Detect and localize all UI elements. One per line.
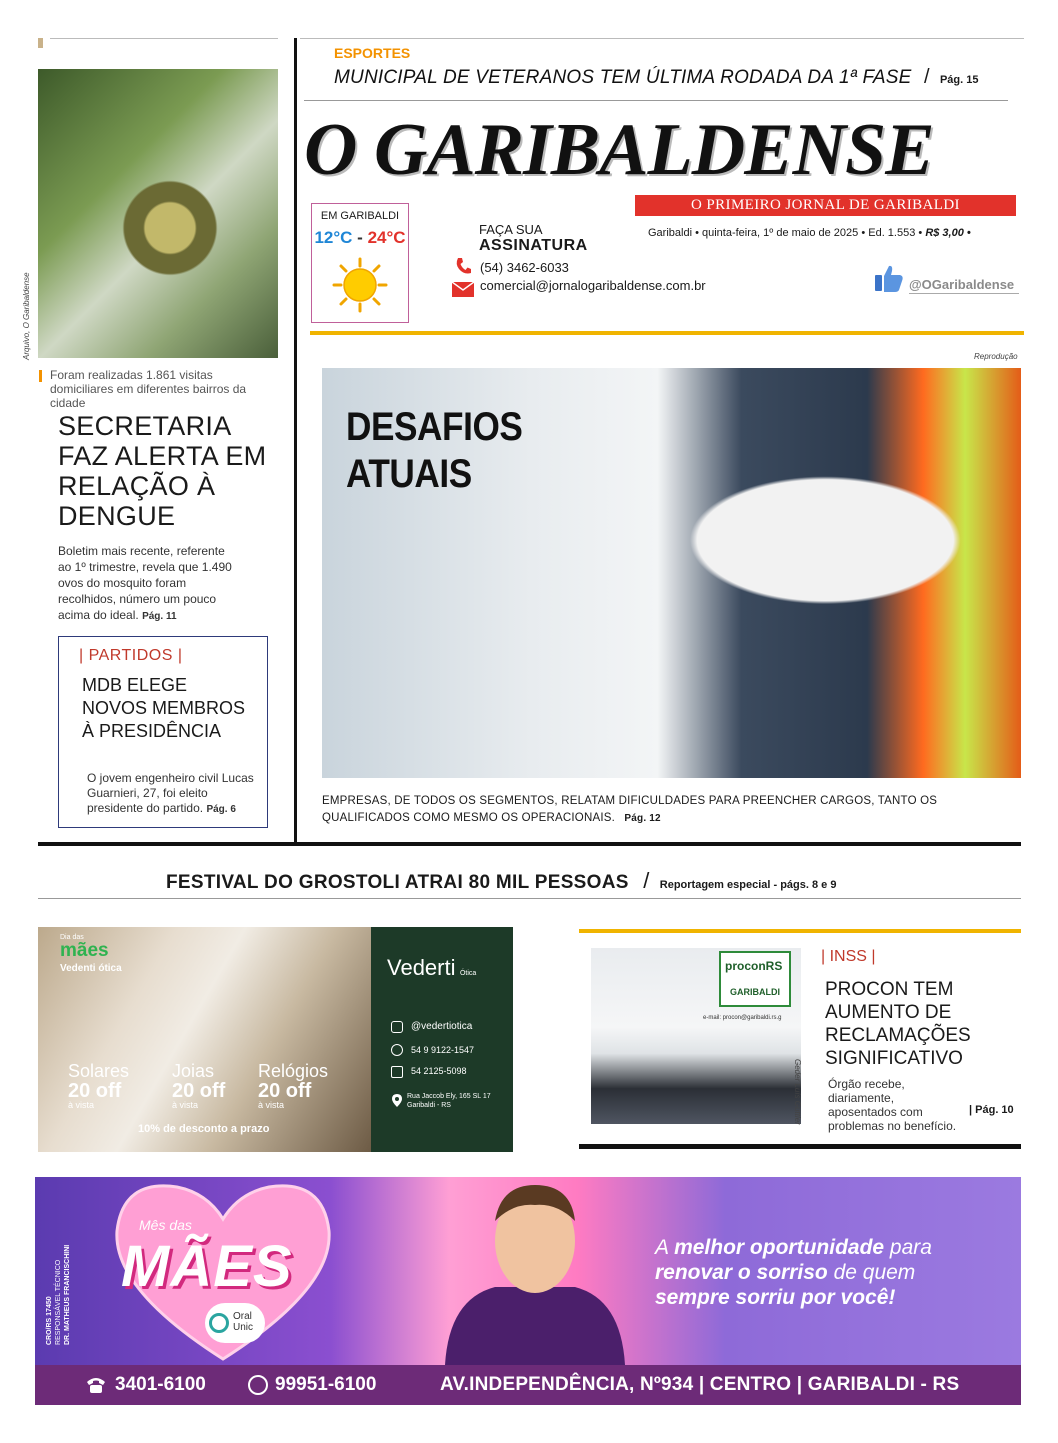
inss-body: Órgão recebe, diariamente, aposentados com problemas no benefício. [828,1077,957,1133]
weather-sep: - [357,228,363,247]
offer-title: Joias [172,1061,215,1081]
sports-headline: MUNICIPAL DE VETERANOS TEM ÚLTIMA RODADA DA 1ª FASE [334,67,912,88]
oral-brand: Oral Unic [233,1311,254,1333]
inss-photo [591,948,801,1124]
offer-note: à vista [258,1100,285,1110]
sports-kicker: ESPORTES [334,45,411,61]
procon-sign [719,951,791,1007]
whatsapp-icon [248,1375,268,1395]
festival-slash: / [643,868,650,893]
partidos-headline: MDB ELEGE NOVOS MEMBROS À PRESIDÊNCIA [82,675,246,741]
partidos-body-text: O jovem engenheiro civil Lucas Guarnieri, 27, foi eleito presidente do partido. [87,771,254,815]
offer-value: 20 off [258,1080,312,1102]
sports-teaser[interactable] [334,66,978,89]
masthead-title: O GARIBALDENSE [304,109,934,191]
sports-slash: / [923,66,930,88]
offer-value: 20 off [172,1080,226,1102]
phone-icon [455,257,471,275]
vederti-brand [387,955,476,981]
inss-headline: PROCON TEM AUMENTO DE RECLAMAÇÕES SIGNIFICATIVO [825,979,971,1069]
dengue-body [58,543,238,625]
sports-rule [304,100,1008,101]
partidos-kicker: | PARTIDOS | [79,647,183,664]
dengue-page: Pág. 11 [142,611,177,622]
offer-value: 20 off [68,1080,122,1102]
masthead-gold-rule [310,331,1024,335]
dengue-photo-credit: Arquivo, O Garibaldense [22,272,31,360]
phone-icon [391,1066,403,1078]
vederti-badge-brand: Vedenti ótica [60,963,122,974]
oral-slogan-line2 [655,1260,932,1285]
dengue-headline: SECRETARIA FAZ ALERTA EM RELAÇÃO À DENGUE [58,411,267,531]
ad-oral-unic[interactable] [35,1177,1021,1365]
inss-page-text: Pág. 10 [975,1104,1014,1116]
social-handle: @OGaribaldense [909,277,1015,292]
oral-credit-1: CRO/RS 17450 [46,1296,53,1345]
main-photo-overlay: DESAFIOS ATUAIS [346,405,523,496]
vederti-address: Rua Jaccob Ely, 165 SL 17 Garibaldi - RS [407,1093,491,1109]
edition-info [648,227,971,239]
offer-note: à vista [68,1100,95,1110]
vederti-badge-small: Dia das [60,934,84,941]
oral-contact-bar[interactable] [35,1365,1021,1405]
social-box[interactable] [873,262,1021,294]
mail-icon [452,282,474,297]
subscription-phone[interactable]: (54) 3462-6033 [480,260,569,275]
festival-sub: Reportagem especial - págs. 8 e 9 [659,879,837,891]
oral-slogan [655,1235,932,1310]
offer-solares [68,1061,129,1110]
festival-teaser[interactable] [166,868,836,894]
oral-phone: 3401-6100 [115,1374,206,1395]
offer-title: Relógios [258,1061,329,1081]
oral-slogan-2b: de quem [833,1261,916,1284]
vederti-badge-big: mães [60,940,109,961]
whatsapp-icon [391,1044,403,1056]
weather-max: 24°C [367,228,406,247]
dengue-body-text: Boletim mais recente, referente ao 1º trimestre, revela que 1.490 ovos do mosquito foram recolhidos, número um pouco acima do ideal. [58,544,232,622]
pin-icon [392,1094,402,1107]
instagram-icon [391,1021,403,1033]
vederti-whatsapp: 54 9 9122-1547 [411,1045,475,1055]
phone-icon [85,1376,107,1394]
oral-slogan-line3: sempre sorriu por você! [655,1286,896,1309]
oral-credit-2: RESPONSÁVEL TÉCNICO [55,1259,62,1345]
oral-dentist-figure [435,1179,635,1365]
inss-gold-rule [579,929,1021,933]
ad-vederti-panel[interactable] [371,927,513,1152]
offer-relogios [258,1061,328,1110]
oral-slogan-1a: A [655,1236,669,1259]
sun-icon [332,257,388,313]
inss-kicker: | INSS | [821,948,876,965]
offer-note: à vista [172,1100,199,1110]
partidos-body [87,771,257,817]
oral-slogan-line1 [655,1235,932,1260]
subscription-line1: FAÇA SUA [479,222,543,237]
offer-joias [172,1061,225,1110]
weather-box [311,203,409,323]
social-rule [909,293,1019,294]
oral-credits [45,1245,72,1345]
main-body-text: EMPRESAS, DE TODOS OS SEGMENTOS, RELATAM DIFICULDADES PARA PREENCHER CARGOS, TANTO OS QUALIFICADOS COMO MESMO OS OPERACIONAIS. [322,795,938,824]
masthead-subtitle: O PRIMEIRO JORNAL DE GARIBALDI [635,195,1016,216]
festival-headline: FESTIVAL DO GROSTOLI ATRAI 80 MIL PESSOAS [166,872,629,893]
top-left-marker [38,38,43,48]
partidos-page: Pág. 6 [206,804,236,815]
dengue-caption: Foram realizadas 1.861 visitas domiciliares em diferentes bairros da cidade [50,368,247,410]
offer-title: Solares [68,1061,130,1081]
edition-text: Garibaldi • quinta-feira, 1º de maio de 2025 • Ed. 1.553 • [648,227,923,239]
oral-badge-main: MÃES [121,1234,293,1299]
top-rule-right [300,38,1024,39]
procon-sign-email: e-mail: procon@garibaldi.rs.g [703,1015,782,1021]
subscription-email[interactable]: comercial@jornalogaribaldense.com.br [480,278,706,293]
procon-sign-brand: proconRS [725,959,783,973]
main-body[interactable] [322,793,1022,827]
inss-page: | Pág. 10 [969,1104,1014,1116]
dengue-caption-bar [39,370,42,382]
oral-slogan-2a: renovar o sorriso [655,1261,828,1284]
oral-badge-top: Mês das [139,1217,192,1233]
vederti-instagram: @vedertiotica [411,1021,473,1032]
oral-logo [205,1303,265,1343]
vederti-installments: 10% de desconto a prazo [138,1123,270,1135]
dengue-photo [38,69,278,358]
sports-page: Pág. 15 [939,74,979,86]
partidos-box[interactable] [58,636,268,828]
top-rule-left [50,38,278,39]
oral-credit-3: DR. MATHEUS FRANCISCHINI [64,1244,71,1345]
like-icon [873,262,905,294]
vederti-brand-name: Vederti [387,955,456,980]
ad-vederti[interactable] [38,927,371,1152]
edition-price: R$ 3,00 • [925,227,971,239]
inss-photo-credit: Geder Luís Guttler [793,1059,802,1125]
column-divider [294,38,297,842]
procon-sign-city: GARIBALDI [730,987,780,997]
subscription-line2: ASSINATURA [479,237,588,254]
main-photo [322,368,1021,778]
festival-rule [38,898,1021,899]
main-photo-credit: Reprodução [974,352,1018,361]
vederti-brand-sub: Ótica [459,970,477,977]
section-rule-thick [38,842,1021,846]
oral-slogan-1b: melhor oportunidade [674,1236,885,1259]
oral-whatsapp: 99951-6100 [275,1374,377,1395]
oral-logo-icon [209,1313,229,1333]
weather-min: 12°C [314,228,353,247]
oral-address: AV.INDEPENDÊNCIA, Nº934 | CENTRO | GARIBALDI - RS [440,1374,960,1395]
oral-slogan-1c: para [889,1236,932,1259]
weather-temps [312,228,408,248]
weather-label: EM GARIBALDI [320,210,400,222]
main-page: Pág. 12 [624,813,661,824]
inss-rule-thick [579,1144,1021,1149]
vederti-phone: 54 2125-5098 [411,1066,467,1076]
